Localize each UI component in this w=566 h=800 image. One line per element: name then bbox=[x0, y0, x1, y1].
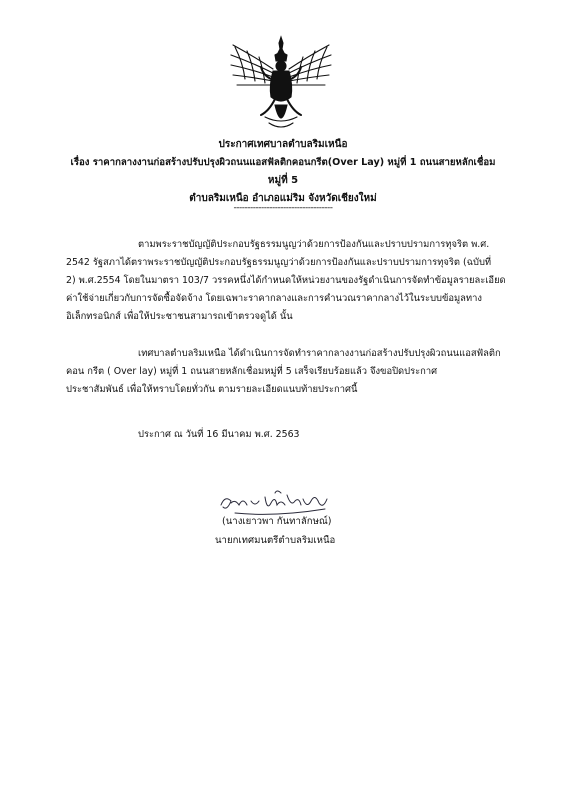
signer-title: นายกเทศมนตรีตำบลริมเหนือ bbox=[215, 535, 336, 546]
announcement-location: ตำบลริมเหนือ อำเภอแม่ริม จังหวัดเชียงใหม่ bbox=[189, 193, 377, 204]
paragraph2-line: เทศบาลตำบลริมเหนือ ได้ดำเนินการจัดทำราคากลางงานก่อสร้างปรับปรุงผิวถนนแอสฟัลติก bbox=[138, 348, 501, 359]
announce-date: ประกาศ ณ วันที่ 16 มีนาคม พ.ศ. 2563 bbox=[138, 429, 300, 440]
announcement-subject-cont: หมู่ที่ 5 bbox=[267, 175, 299, 186]
signer-name: (นางเยาวพา กันทาลักษณ์) bbox=[222, 516, 332, 527]
paragraph2-line: คอน กรีต ( Over lay) หมู่ที่ 1 ถนนสายหลักเชื่อมหมู่ที่ 5 เสร็จเรียบร้อยแล้ว จึงขอปิดประกาศ bbox=[66, 366, 438, 377]
paragraph1-line: อิเล็กทรอนิกส์ เพื่อให้ประชาชนสามารถเข้าตรวจดูได้ นั้น bbox=[66, 311, 293, 322]
paragraph1-line: 2) พ.ศ.2554 โดยในมาตรา 103/7 วรรคหนึ่งได้กำหนดให้หน่วยงานของรัฐดำเนินการจัดทำข้อมูลรายละเอียด bbox=[66, 275, 506, 286]
garuda-emblem bbox=[225, 35, 337, 133]
announcement-subject: เรื่อง ราคากลางงานก่อสร้างปรับปรุงผิวถนนแอสฟัลติกคอนกรีต(Over Lay) หมู่ที่ 1 ถนนสายหลักเชื่อม bbox=[70, 157, 496, 168]
paragraph1-line: ค่าใช้จ่ายเกี่ยวกับการจัดซื้อจัดจ้าง โดยเฉพาะราคากลางและการคำนวณราคากลางไว้ในระบบข้อมูลทาง bbox=[66, 293, 482, 304]
paragraph2-line: ประชาสัมพันธ์ เพื่อให้ทราบโดยทั่วกัน ตามรายละเอียดแนบท้ายประกาศนี้ bbox=[66, 384, 358, 395]
paragraph1-line: 2542 รัฐสภาได้ตราพระราชบัญญัติประกอบรัฐธรรมนูญว่าด้วยการป้องกันและปราบปรามการทุจริต (ฉบับที่ bbox=[66, 257, 492, 268]
paragraph1-line: ตามพระราชบัญญัติประกอบรัฐธรรมนูญว่าด้วยการป้องกันและปราบปรามการทุจริต พ.ศ. bbox=[138, 239, 490, 250]
heading-divider: ------------------------------------ bbox=[233, 203, 333, 213]
announcement-issuer: ประกาศเทศบาลตำบลริมเหนือ bbox=[218, 139, 348, 150]
